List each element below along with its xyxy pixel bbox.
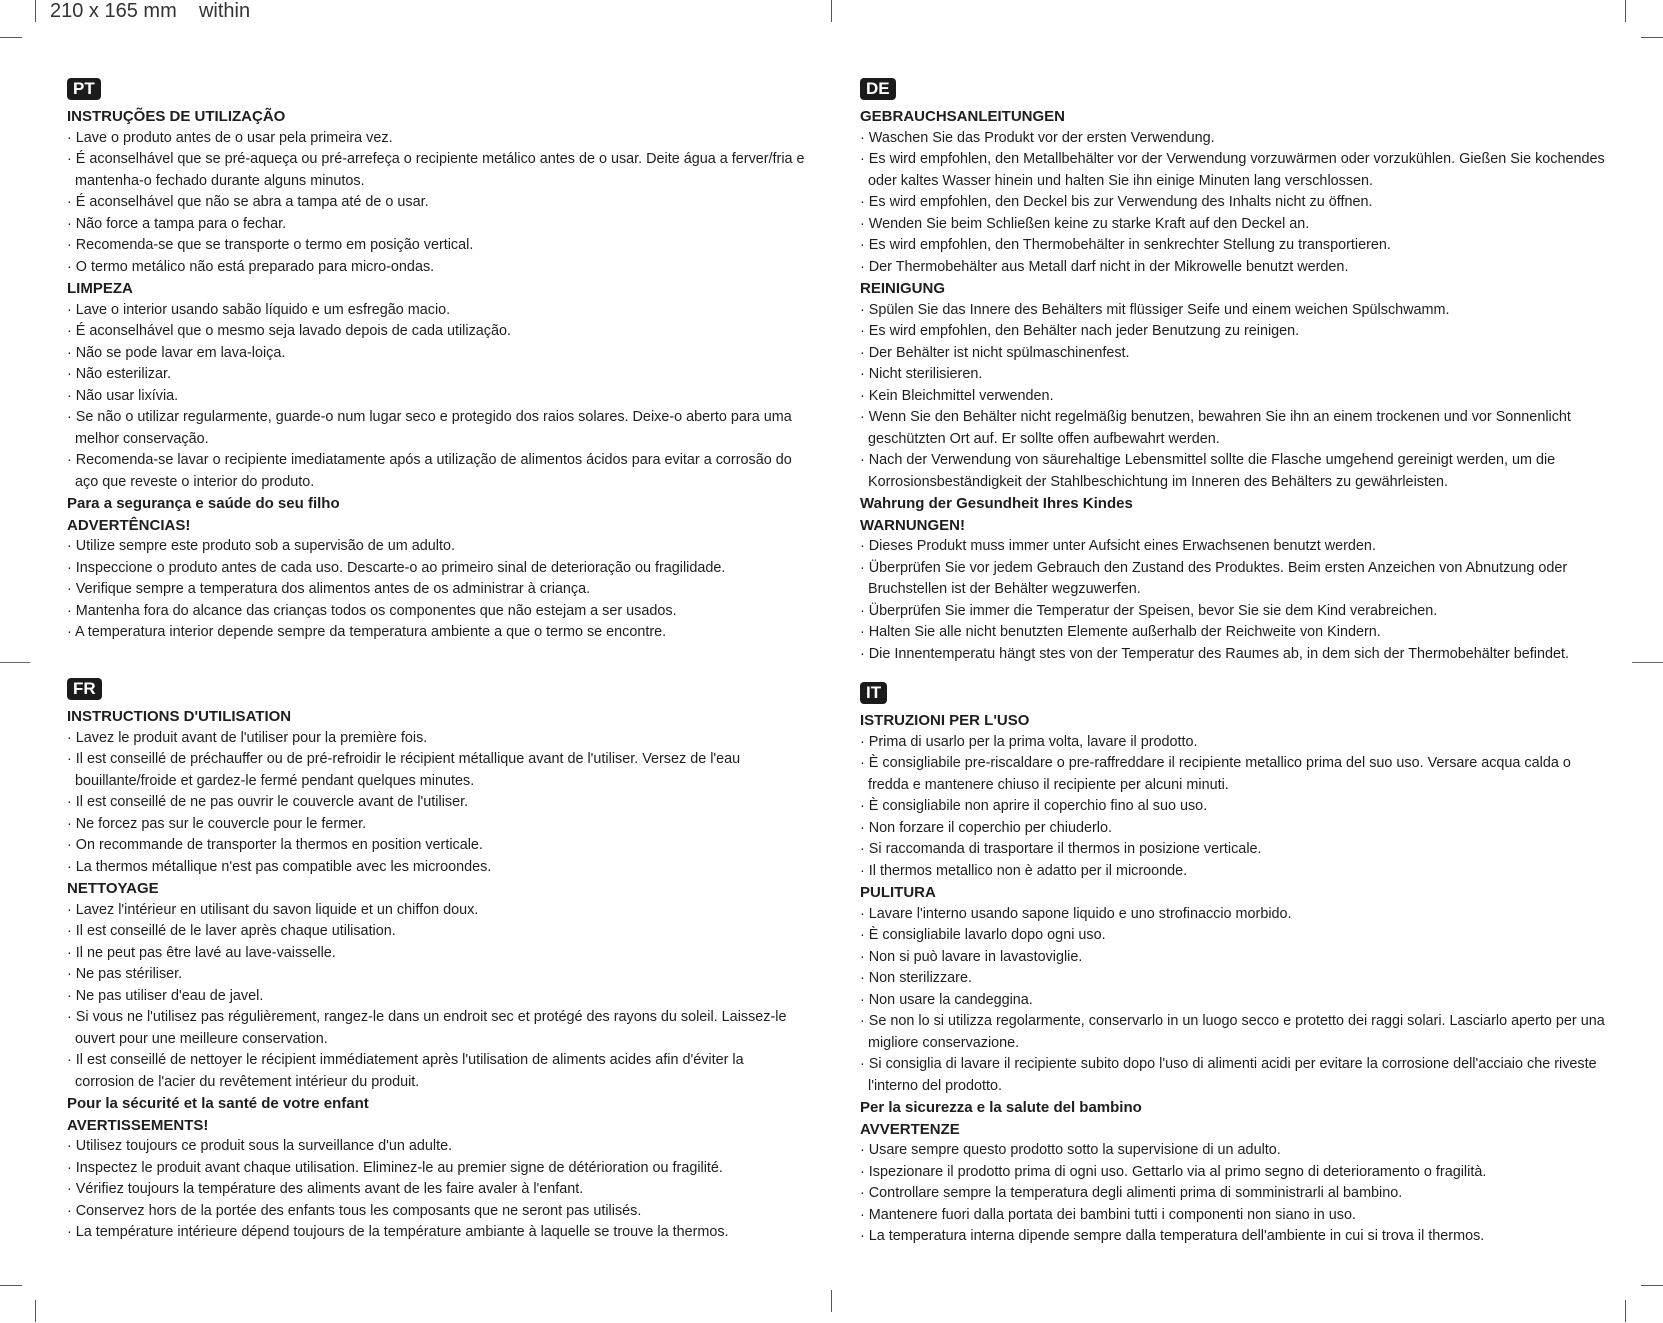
instruction-item: · Se não o utilizar regularmente, guarde-o num lugar seco e protegido dos raios solares. Deixe-o aberto para uma melhor conservação.: [67, 409, 792, 447]
instruction-item: · Inspectez le produit avant chaque utilisation. Eliminez-le au premier signe de détérioration ou fragilité.: [67, 1159, 723, 1176]
instruction-item: · La temperatura interna dipende sempre dalla temperatura dell'ambiente in cui si trova il thermos.: [860, 1228, 1485, 1244]
section-french: [67, 678, 792, 1244]
section-heading: WARNUNGEN!: [860, 516, 965, 534]
instruction-item: · Si raccomanda di trasportare il thermos in posizione verticale.: [860, 841, 1262, 857]
instruction-item: · Não force a tampa para o fechar.: [67, 215, 287, 232]
section-heading: AVERTISSEMENTS!: [67, 1116, 209, 1134]
crop-mark-top-left: [35, 0, 36, 22]
section-heading: AVVERTENZE: [860, 1120, 960, 1138]
instruction-item: · La température intérieure dépend toujours de la température ambiante à laquelle se trouve la thermos.: [67, 1224, 729, 1240]
instruction-item: · Inspeccione o produto antes de cada uso. Descarte-o ao primeiro sinal de deterioração ou fragilidade.: [67, 559, 726, 576]
instruction-item: · Ne pas utiliser d'eau de javel.: [67, 987, 264, 1004]
instruction-item: · Kein Bleichmittel verwenden.: [860, 387, 1054, 404]
instruction-item: · Lavez le produit avant de l'utiliser pour la première fois.: [67, 729, 428, 746]
instruction-item: · Lave o interior usando sabão líquido e um esfregão macio.: [67, 301, 451, 318]
instruction-item: · O termo metálico não está preparado para micro-ondas.: [67, 258, 435, 275]
section-heading: Per la sicurezza e la salute del bambino: [860, 1099, 1142, 1116]
instruction-item: · Ne forcez pas sur le couvercle pour le fermer.: [67, 815, 367, 832]
instruction-item: · Não usar lixívia.: [67, 387, 179, 404]
instruction-item: · Mantenha fora do alcance das crianças todos os componentes que não estejam a ser usados.: [67, 602, 677, 619]
instruction-item: · Der Behälter ist nicht spülmaschinenfest.: [860, 344, 1130, 361]
instruction-item: · Es wird empfohlen, den Thermobehälter in senkrechter Stellung zu transportieren.: [860, 237, 1391, 253]
language-badge-fr: FR: [67, 678, 102, 700]
crop-mark-right-top: [1641, 37, 1663, 38]
section-heading: GEBRAUCHSANLEITUNGEN: [860, 108, 1066, 125]
section-heading: INSTRUÇÕES DE UTILIZAÇÃO: [67, 108, 286, 125]
instruction-item: · É aconselhável que o mesmo seja lavado depois de cada utilização.: [67, 323, 511, 339]
language-badge-it: IT: [860, 682, 887, 704]
instruction-item: · Prima di usarlo per la prima volta, lavare il prodotto.: [860, 733, 1198, 750]
instruction-item: · Não se pode lavar em lava-loiça.: [67, 344, 286, 361]
section-portuguese: [67, 78, 817, 644]
instruction-item: · Dieses Produkt muss immer unter Aufsicht eines Erwachsenen benutzt werden.: [860, 538, 1376, 554]
instruction-item: · Non forzare il coperchio per chiuderlo.: [860, 819, 1112, 836]
section-heading: NETTOYAGE: [67, 880, 159, 897]
crop-mark-bottom-center: [831, 1290, 832, 1312]
instruction-item: · Lavare l'interno usando sapone liquido e uno strofinaccio morbido.: [860, 905, 1292, 922]
instruction-item: · Non si può lavare in lavastoviglie.: [860, 948, 1083, 965]
crop-mark-bottom-right: [1625, 1300, 1626, 1322]
crop-mark-left-bottom: [0, 1285, 22, 1286]
instruction-item: · Lavez l'intérieur en utilisant du savon liquide et un chiffon doux.: [67, 901, 479, 918]
instruction-item: · Si vous ne l'utilisez pas régulièrement, rangez-le dans un endroit sec et protégé des rayons du soleil. Laissez-le ouvert pour une meilleure conservation.: [67, 1009, 787, 1047]
instruction-item: · É aconselhável que se pré-aqueça ou pré-arrefeça o recipiente metálico antes de o usar. Deite água a ferver/fria e mantenha-o fechado durante alguns minutos.: [67, 151, 805, 189]
section-heading: INSTRUCTIONS D'UTILISATION: [67, 708, 292, 725]
instruction-item: · Ne pas stériliser.: [67, 966, 183, 982]
section-heading: Para a segurança e saúde do seu filho: [67, 495, 340, 512]
section-heading: ADVERTÊNCIAS!: [67, 516, 191, 534]
instruction-item: · Il est conseillé de préchauffer ou de pré-refroidir le récipient métallique avant de l'utiliser. Versez de l'eau bouillante/froide et gardez-le fermé pendant quelques minutes.: [67, 751, 741, 789]
instruction-item: · Nach der Verwendung von säurehaltige Lebensmittel sollte die Flasche umgehend gereinigt werden, um die Korrosionsbeständigkeit der Stahlbeschichtung im Inneren des Behälters zu gewährleisten.: [860, 452, 1556, 490]
instruction-item: · Nicht sterilisieren.: [860, 366, 983, 382]
instruction-item: · Il est conseillé de ne pas ouvrir le couvercle avant de l'utiliser.: [67, 794, 469, 810]
instruction-item: · Controllare sempre la temperatura degli alimenti prima di somministrarli al bambino.: [860, 1185, 1403, 1201]
instruction-item: · Es wird empfohlen, den Behälter nach jeder Benutzung zu reinigen.: [860, 323, 1300, 339]
instruction-item: · Überprüfen Sie immer die Temperatur der Speisen, bevor Sie sie dem Kind verabreichen.: [860, 602, 1438, 619]
section-heading: REINIGUNG: [860, 280, 946, 297]
instruction-item: · È consigliabile lavarlo dopo ogni uso.: [860, 927, 1106, 943]
instruction-item: · Il ne peut pas être lavé au lave-vaisselle.: [67, 944, 336, 961]
instruction-item: · Si consiglia di lavare il recipiente subito dopo l'uso di alimenti acidi per evitare la corrosione dell'acciaio che riveste l'interno del prodotto.: [860, 1056, 1597, 1094]
page-size-label: 210 x 165 mm within: [50, 0, 251, 22]
instruction-item: · Recomenda-se lavar o recipiente imediatamente após a utilização de alimentos ácidos para evitar a corrosão do aço que reveste o interior do produto.: [67, 452, 792, 490]
crop-mark-bottom-left: [35, 1300, 36, 1322]
instruction-item: · La thermos métallique n'est pas compatible avec les microondes.: [67, 858, 492, 875]
instruction-item: · È consigliabile non aprire il coperchio fino al suo uso.: [860, 798, 1208, 814]
instruction-item: · Der Thermobehälter aus Metall darf nicht in der Mikrowelle benutzt werden.: [860, 258, 1349, 275]
instruction-item: · Vérifiez toujours la température des aliments avant de les faire avaler à l'enfant.: [67, 1181, 584, 1197]
instruction-item: · Il thermos metallico non è adatto per il microonde.: [860, 862, 1188, 879]
instruction-item: · Não esterilizar.: [67, 366, 171, 382]
instruction-item: · Es wird empfohlen, den Deckel bis zur Verwendung des Inhalts nicht zu öffnen.: [860, 194, 1373, 210]
instruction-item: · Wenn Sie den Behälter nicht regelmäßig benutzen, bewahren Sie ihn an einem trockenen und vor Sonnenlicht geschützten Ort auf. Er sollte offen aufbewahrt werden.: [860, 409, 1571, 447]
language-badge-pt: PT: [67, 78, 101, 100]
instruction-item: · È consigliabile pre-riscaldare o pre-raffreddare il recipiente metallico prima del suo uso. Versare acqua calda o fredda e mantenere chiuso il recipiente per alcuni minuti.: [860, 755, 1571, 793]
instruction-item: · Mantenere fuori dalla portata dei bambini tutti i componenti non siano in uso.: [860, 1206, 1356, 1223]
section-heading: Wahrung der Gesundheit Ihres Kindes: [860, 495, 1133, 512]
instruction-item: · Il est conseillé de nettoyer le récipient immédiatement après l'utilisation de aliments acides afin d'éviter la corrosion de l'acier du revêtement intérieur du produit.: [67, 1052, 744, 1090]
section-heading: PULITURA: [860, 884, 936, 901]
section-heading: Pour la sécurité et la santé de votre enfant: [67, 1095, 369, 1112]
crop-mark-left-top: [0, 37, 22, 38]
instruction-item: · Überprüfen Sie vor jedem Gebrauch den Zustand des Produktes. Beim ersten Anzeichen von Abnutzung oder Bruchstellen ist der Behälter wegzuwerfen.: [860, 559, 1568, 597]
crop-mark-top-right: [1625, 0, 1626, 22]
instruction-item: · A temperatura interior depende sempre da temperatura ambiente a que o termo se encontre.: [67, 624, 667, 640]
instruction-item: · Non usare la candeggina.: [860, 991, 1033, 1008]
fold-mark-right: [1632, 662, 1663, 663]
instruction-item: · Recomenda-se que se transporte o termo em posição vertical.: [67, 237, 474, 253]
instruction-item: · Lave o produto antes de o usar pela primeira vez.: [67, 129, 393, 146]
fold-mark-left: [0, 662, 30, 663]
language-badge-de: DE: [860, 78, 896, 100]
crop-mark-right-bottom: [1641, 1285, 1663, 1286]
instruction-item: · Il est conseillé de le laver après chaque utilisation.: [67, 923, 396, 939]
instruction-item: · Die Innentemperatu hängt stes von der Temperatur des Raumes ab, in dem sich der Thermobehälter befindet.: [860, 645, 1569, 662]
instruction-item: · On recommande de transporter la thermos en position verticale.: [67, 837, 483, 853]
section-heading: LIMPEZA: [67, 280, 133, 297]
instruction-item: · Non sterilizzare.: [860, 970, 972, 986]
crop-mark-top-center: [831, 0, 832, 22]
instruction-item: · Verifique sempre a temperatura dos alimentos antes de os administrar à criança.: [67, 581, 591, 597]
instruction-item: · Spülen Sie das Innere des Behälters mit flüssiger Seife und einem weichen Spülschwamm.: [860, 301, 1450, 318]
section-italian: [860, 682, 1605, 1248]
instruction-item: · Utilize sempre este produto sob a supervisão de um adulto.: [67, 538, 455, 554]
section-heading: ISTRUZIONI PER L'USO: [860, 712, 1030, 729]
instruction-item: · Utilisez toujours ce produit sous la surveillance d'un adulte.: [67, 1138, 453, 1154]
instruction-item: · Ispezionare il prodotto prima di ogni uso. Gettarlo via al primo segno di deterioramento o fragilità.: [860, 1163, 1487, 1180]
instruction-item: · Waschen Sie das Produkt vor der ersten Verwendung.: [860, 129, 1215, 146]
instruction-item: · É aconselhável que não se abra a tampa até de o usar.: [67, 194, 429, 210]
section-german: [860, 78, 1605, 665]
instruction-item: · Halten Sie alle nicht benutzten Elemente außerhalb der Reichweite von Kindern.: [860, 624, 1381, 640]
instruction-item: · Es wird empfohlen, den Metallbehälter vor der Verwendung vorzuwärmen oder vorzukühlen. Gießen Sie kochendes oder kaltes Wasser hinein und halten Sie ihn einige Minuten lang verschlossen.: [860, 151, 1605, 189]
instruction-item: · Usare sempre questo prodotto sotto la supervisione di un adulto.: [860, 1142, 1281, 1158]
instruction-item: · Se non lo si utilizza regolarmente, conservarlo in un luogo secco e protetto dei raggi solari. Lasciarlo aperto per una migliore conservazione.: [860, 1013, 1605, 1051]
instruction-item: · Conservez hors de la portée des enfants tous les composants que ne seront pas utilisés.: [67, 1202, 642, 1219]
instruction-item: · Wenden Sie beim Schließen keine zu starke Kraft auf den Deckel an.: [860, 215, 1310, 232]
